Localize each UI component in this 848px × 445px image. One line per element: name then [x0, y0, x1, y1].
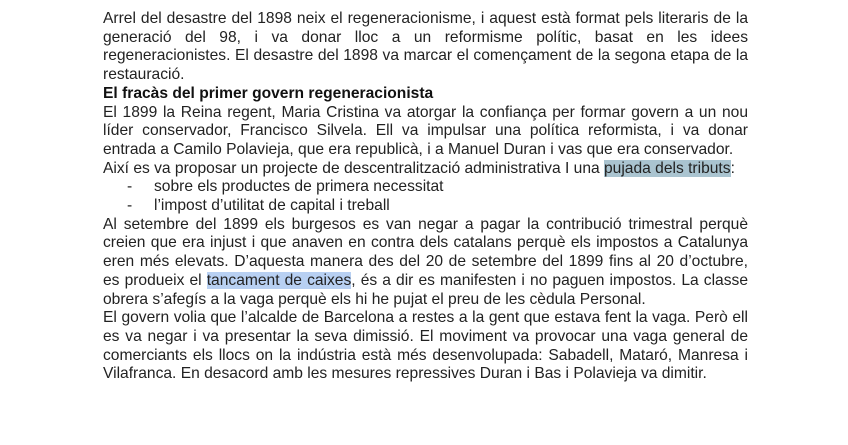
tax-list [103, 178, 748, 215]
list-item-text: sobre els productes de primera necessitat [154, 178, 444, 196]
list-item-text: l’impost d’utilitat de capital i treball [154, 197, 390, 215]
highlight-pujada-tributs: pujada dels tributs [604, 159, 731, 177]
list-item [103, 197, 748, 216]
section-heading: El fracàs del primer govern regeneracionista [103, 84, 434, 102]
tributs-paragraph [103, 160, 748, 179]
burgesos-text: Al setembre del 1899 els burgesos es van negar a pagar la contribució trimestral perquè creien que era injust i que anaven en contra dels catalans perquè els impostos a Catalunya eren més elevats. D’aquesta manera des del 20 de setembre del 1899 fins al 20 d’octubre, es produeix el [103, 215, 748, 289]
list-item [103, 178, 748, 197]
dash-bullet: - [127, 178, 133, 196]
document-body [103, 10, 748, 384]
burgesos-paragraph [103, 216, 748, 310]
dash-bullet: - [127, 197, 133, 215]
tributs-colon: : [730, 159, 735, 177]
silvela-paragraph: El 1899 la Reina regent, Maria Cristina va atorgar la confiança per formar govern a un nou líder conservador, Francisco Silvela. Ell va impulsar una política reformista, i va donar entrada a Camilo Polavieja, que era republicà, i a Manuel Duran i vas que era conservador. [103, 103, 748, 158]
intro-paragraph: Arrel del desastre del 1898 neix el regeneracionisme, i aquest està format pels literaris de la generació del 98, i va donar lloc a un reformisme polític, basat en les idees regeneracionistes. El desastre del 1898 va marcar el començament de la segona etapa de la restauració. [103, 10, 748, 84]
tributs-text: Així es va proposar un projecte de descentralització administrativa I una [103, 159, 604, 177]
govern-paragraph: El govern volia que l’alcalde de Barcelona a restes a la gent que estava fent la vaga. Però ell es va negar i va presentar la seva dimissió. El moviment va provocar una vaga general de comerciants els llocs on la indústria està més desenvolupada: Sabadell, Mataró, Manresa i Vilafranca. En desacord amb les mesures repressives Duran i Bas i Polavieja va dimitir. [103, 309, 748, 383]
highlight-tancament-caixes: tancament de caixes [206, 271, 352, 289]
burgesos-text-end: , és a dir es manifesten i no paguen impostos. La classe obrera s’afegís a la vaga perquè els hi he pujat el preu de les cèdula Personal. [103, 271, 748, 308]
